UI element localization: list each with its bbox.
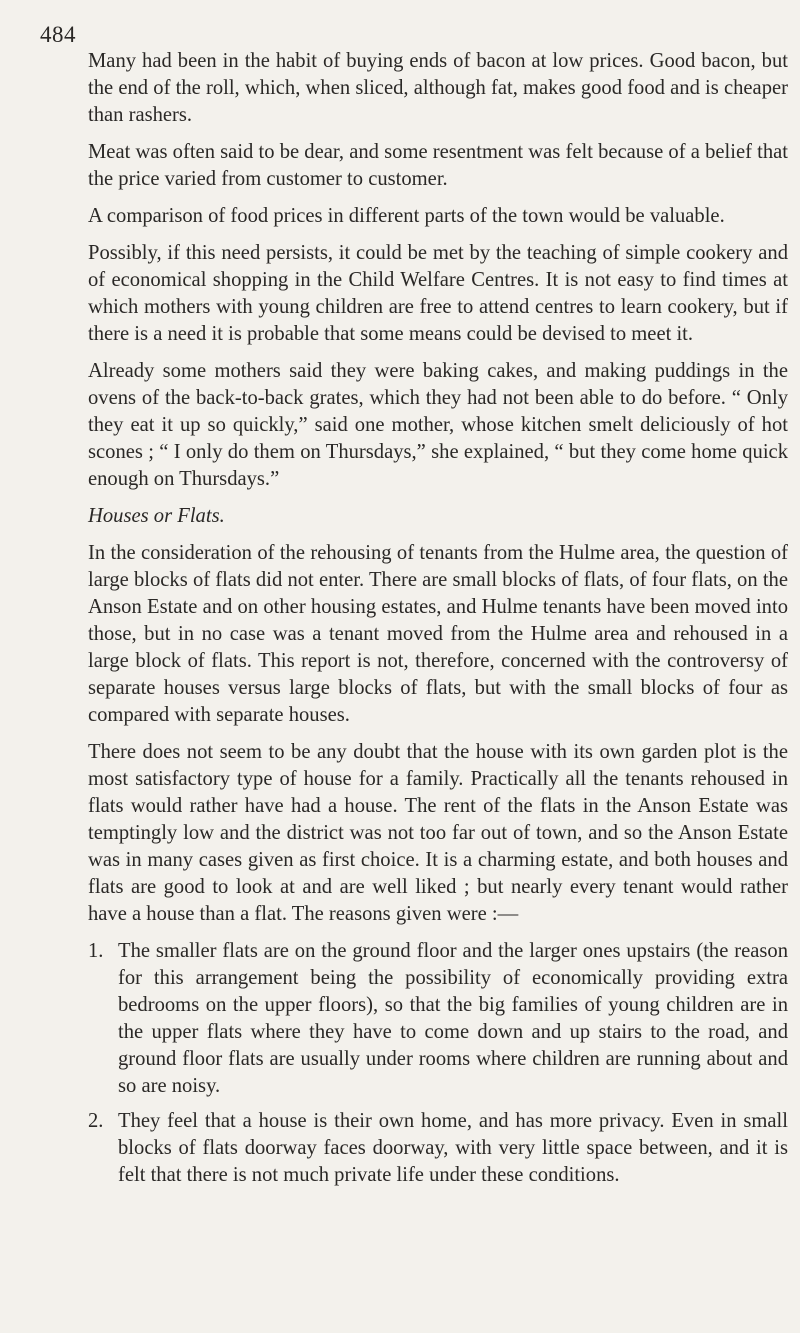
paragraph-food-prices: A comparison of food prices in different parts of the town would be valuable. <box>88 205 725 227</box>
list-item-number: 2. <box>88 1110 104 1132</box>
list-item-text: They feel that a house is their own home, and has more privacy. Even in small blocks of flats doorway faces doorway, with very little space between, and it is felt that there is not much private life under these conditions. <box>118 1110 788 1186</box>
paragraph-bacon: Many had been in the habit of buying ends of bacon at low prices. Good bacon, but the end of the roll, which, when sliced, although fat, makes good food and is cheaper than rashers. <box>88 50 788 126</box>
page-number: 484 <box>40 22 76 47</box>
reasons-list <box>88 938 788 1189</box>
list-item <box>88 1108 788 1189</box>
paragraph-baking: Already some mothers said they were baking cakes, and making puddings in the ovens of the back-to-back grates, which they had not been able to do before. “ Only they eat it up so quickly,” said one mother, whose kitchen smelt deliciously of hot scones ; “ I only do them on Thursdays,” she explained, “ but they come home quick enough on Thursdays.” <box>88 360 788 490</box>
paragraph-house-preference: There does not seem to be any doubt that the house with its own garden plot is the most satisfactory type of house for a family. Practically all the tenants rehoused in flats would rather have had a house. The rent of the flats in the Anson Estate was temptingly low and the district was not too far out of town, and so the Anson Estate was in many cases given as first choice. It is a charming estate, and both houses and flats are good to look at and are well liked ; but nearly every tenant would rather have a house than a flat. The reasons given were :— <box>88 741 788 925</box>
paragraph-meat: Meat was often said to be dear, and some resentment was felt because of a belief that the price varied from customer to customer. <box>88 141 788 190</box>
body-text <box>88 48 788 1197</box>
list-item-number: 1. <box>88 940 104 962</box>
paragraph-cookery: Possibly, if this need persists, it could be met by the teaching of simple cookery and of economical shopping in the Child Welfare Centres. It is not easy to find times at which mothers with young children are free to attend centres to learn cookery, but if there is a need it is probable that some means could be devised to meet it. <box>88 242 788 345</box>
section-heading: Houses or Flats. <box>88 505 225 527</box>
paragraph-rehousing: In the consideration of the rehousing of tenants from the Hulme area, the question of large blocks of flats did not enter. There are small blocks of flats, of four flats, on the Anson Estate and on other housing estates, and Hulme tenants have been moved into those, but in no case was a tenant moved from the Hulme area and rehoused in a large block of flats. This report is not, therefore, concerned with the controversy of separate houses versus large blocks of flats, but with the small blocks of four as compared with separate houses. <box>88 542 788 726</box>
list-item-text: The smaller flats are on the ground floor and the larger ones upstairs (the reason for this arrangement being the possibility of economically providing extra bedrooms on the upper floors), so that the big families of young children are in the upper flats where they have to come down and up stairs to the road, and ground floor flats are usually under rooms where children are running about and so are noisy. <box>118 940 788 1097</box>
list-item <box>88 938 788 1100</box>
